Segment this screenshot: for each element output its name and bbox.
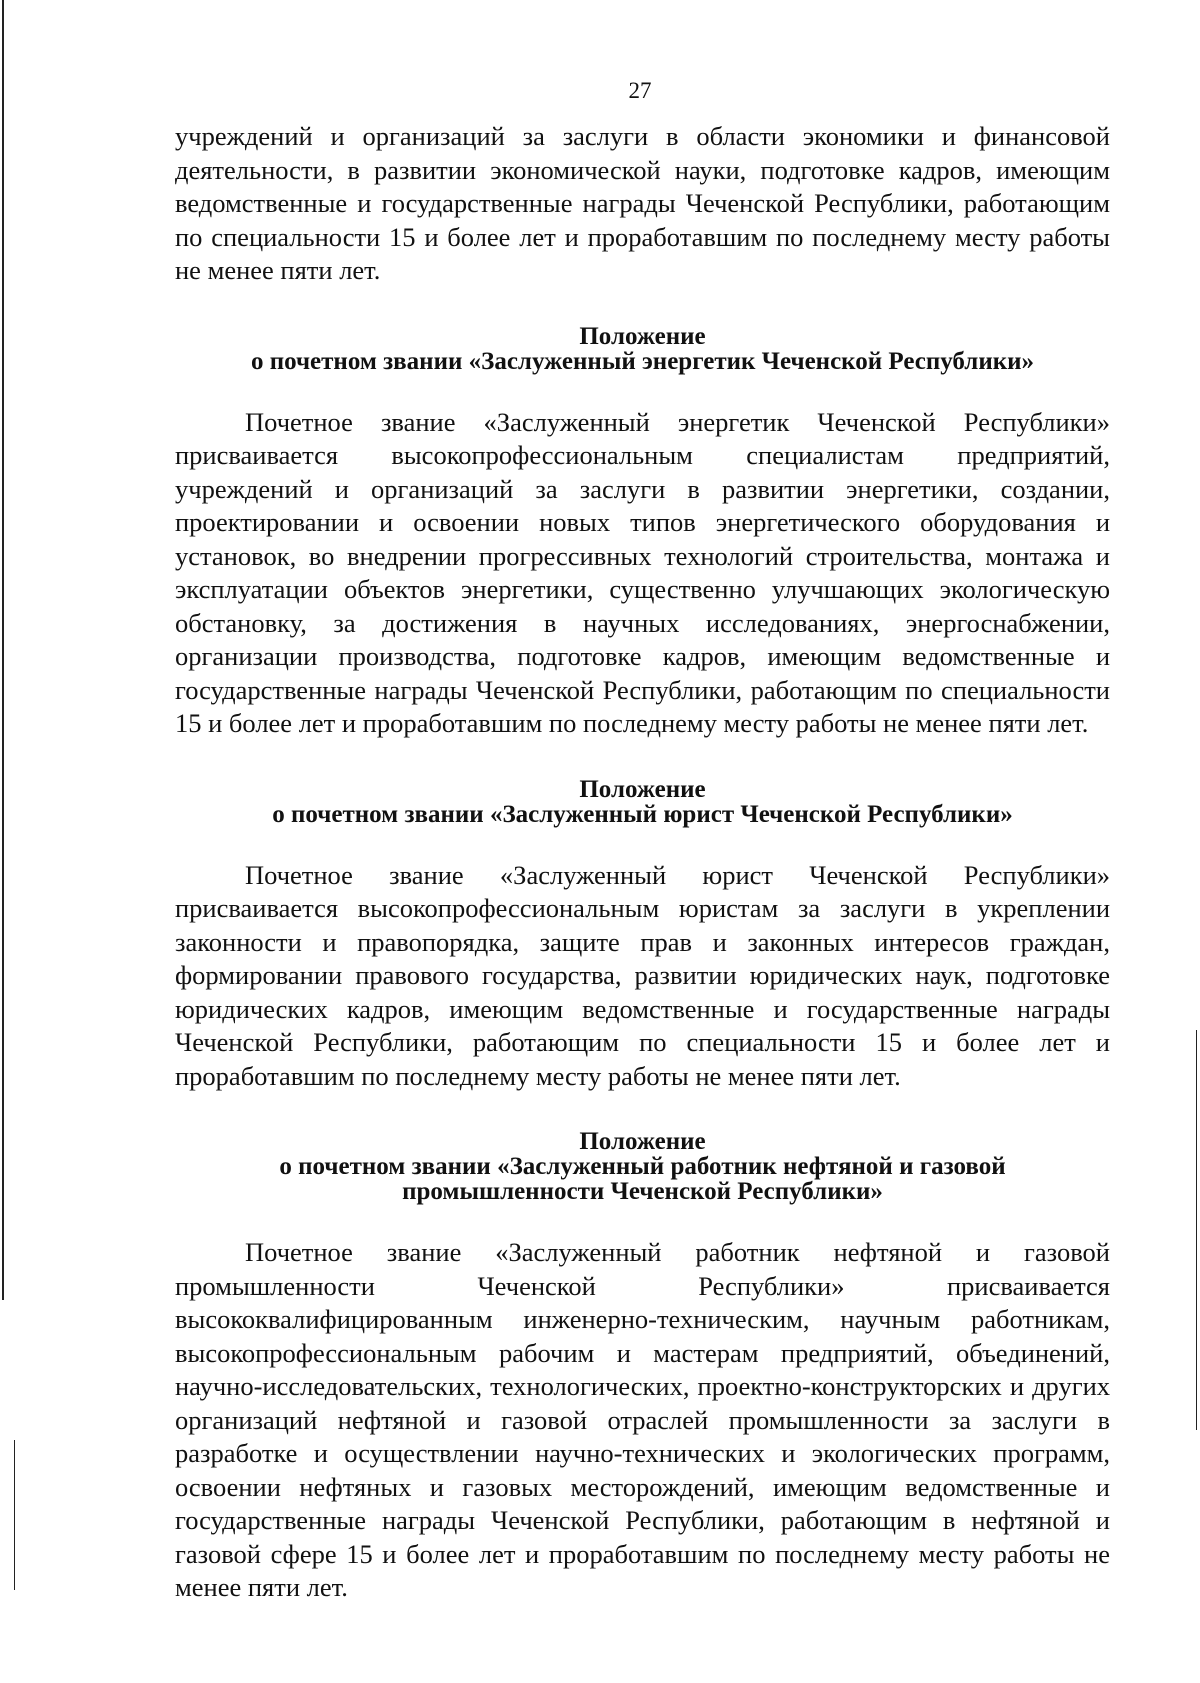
section-heading-line: Положение — [579, 322, 706, 350]
scan-edge-right — [1196, 1030, 1197, 1430]
section-heading-line: о почетном звании «Заслуженный энергетик Чеченской Республики» — [250, 347, 1035, 375]
section-heading-line: Положение — [579, 1128, 706, 1155]
document-body — [175, 120, 1110, 1605]
section-heading-yurist — [175, 777, 1110, 827]
section-heading-line: о почетном звании «Заслуженный работник нефтяной и газовой — [279, 1153, 1006, 1180]
section-heading-line: Положение — [579, 775, 706, 803]
section-heading-line: о почетном звании «Заслуженный юрист Чеченской Республики» — [272, 800, 1013, 828]
section-heading-neft-gaz — [175, 1129, 1110, 1204]
section-body-energetik: Почетное звание «Заслуженный энергетик Чеченской Республики» присваивается высокопрофессиональным специалистам предприятий, учреждений и организаций за заслуги в развитии энергетики, создании, проектировании и освоении новых типов энергетического оборудования и установок, во внедрении прогрессивных технологий строительства, монтажа и эксплуатации объектов энергетики, существенно улучшающих экологическую обстановку, за достижения в научных исследованиях, энергоснабжении, организации производства, подготовке кадров, имеющим ведомственные и государственные награды Чеченской Республики, работающим по специальности 15 и более лет и проработавшим по последнему месту работы не менее пяти лет. — [175, 406, 1110, 738]
section-body-yurist: Почетное звание «Заслуженный юрист Чеченской Республики» присваивается высокопрофессиональным юристам за заслуги в укреплении законности и правопорядка, защите прав и законных интересов граждан, формировании правового государства, развитии юридических наук, подготовке юридических кадров, имеющим ведомственные и государственные награды Чеченской Республики, работающим по специальности 15 и более лет и проработавшим по последнему месту работы не менее пяти лет. — [175, 859, 1110, 1091]
intro-paragraph: учреждений и организаций за заслуги в области экономики и финансовой деятельности, в развитии экономической науки, подготовке кадров, имеющим ведомственные и государственные награды Чеченской Республики, работающим по специальности 15 и более лет и проработавшим по последнему месту работы не менее пяти лет. — [175, 121, 1110, 285]
scan-edge-left — [2, 0, 4, 1300]
scan-edge-left-lower — [14, 1440, 15, 1590]
section-body-neft-gaz: Почетное звание «Заслуженный работник нефтяной и газовой промышленности Чеченской Республики» присваивается высококвалифицированным инженерно-техническим, научным работникам, высокопрофессиональным рабочим и мастерам предприятий, объединений, научно-исследовательских, технологических, проектно-конструкторских и других организаций нефтяной и газовой отраслей промышленности за заслуги в разработке и осуществлении научно-технических и экологических программ, освоении нефтяных и газовых месторождений, имеющим ведомственные и государственные награды Чеченской Республики, работающим в нефтяной и газовой сфере 15 и более лет и проработавшим по последнему месту работы не менее пяти лет. — [175, 1237, 1110, 1602]
page-number: 27 — [628, 78, 652, 103]
section-heading-line: промышленности Чеченской Республики» — [402, 1178, 883, 1205]
section-heading-energetik — [175, 324, 1110, 374]
